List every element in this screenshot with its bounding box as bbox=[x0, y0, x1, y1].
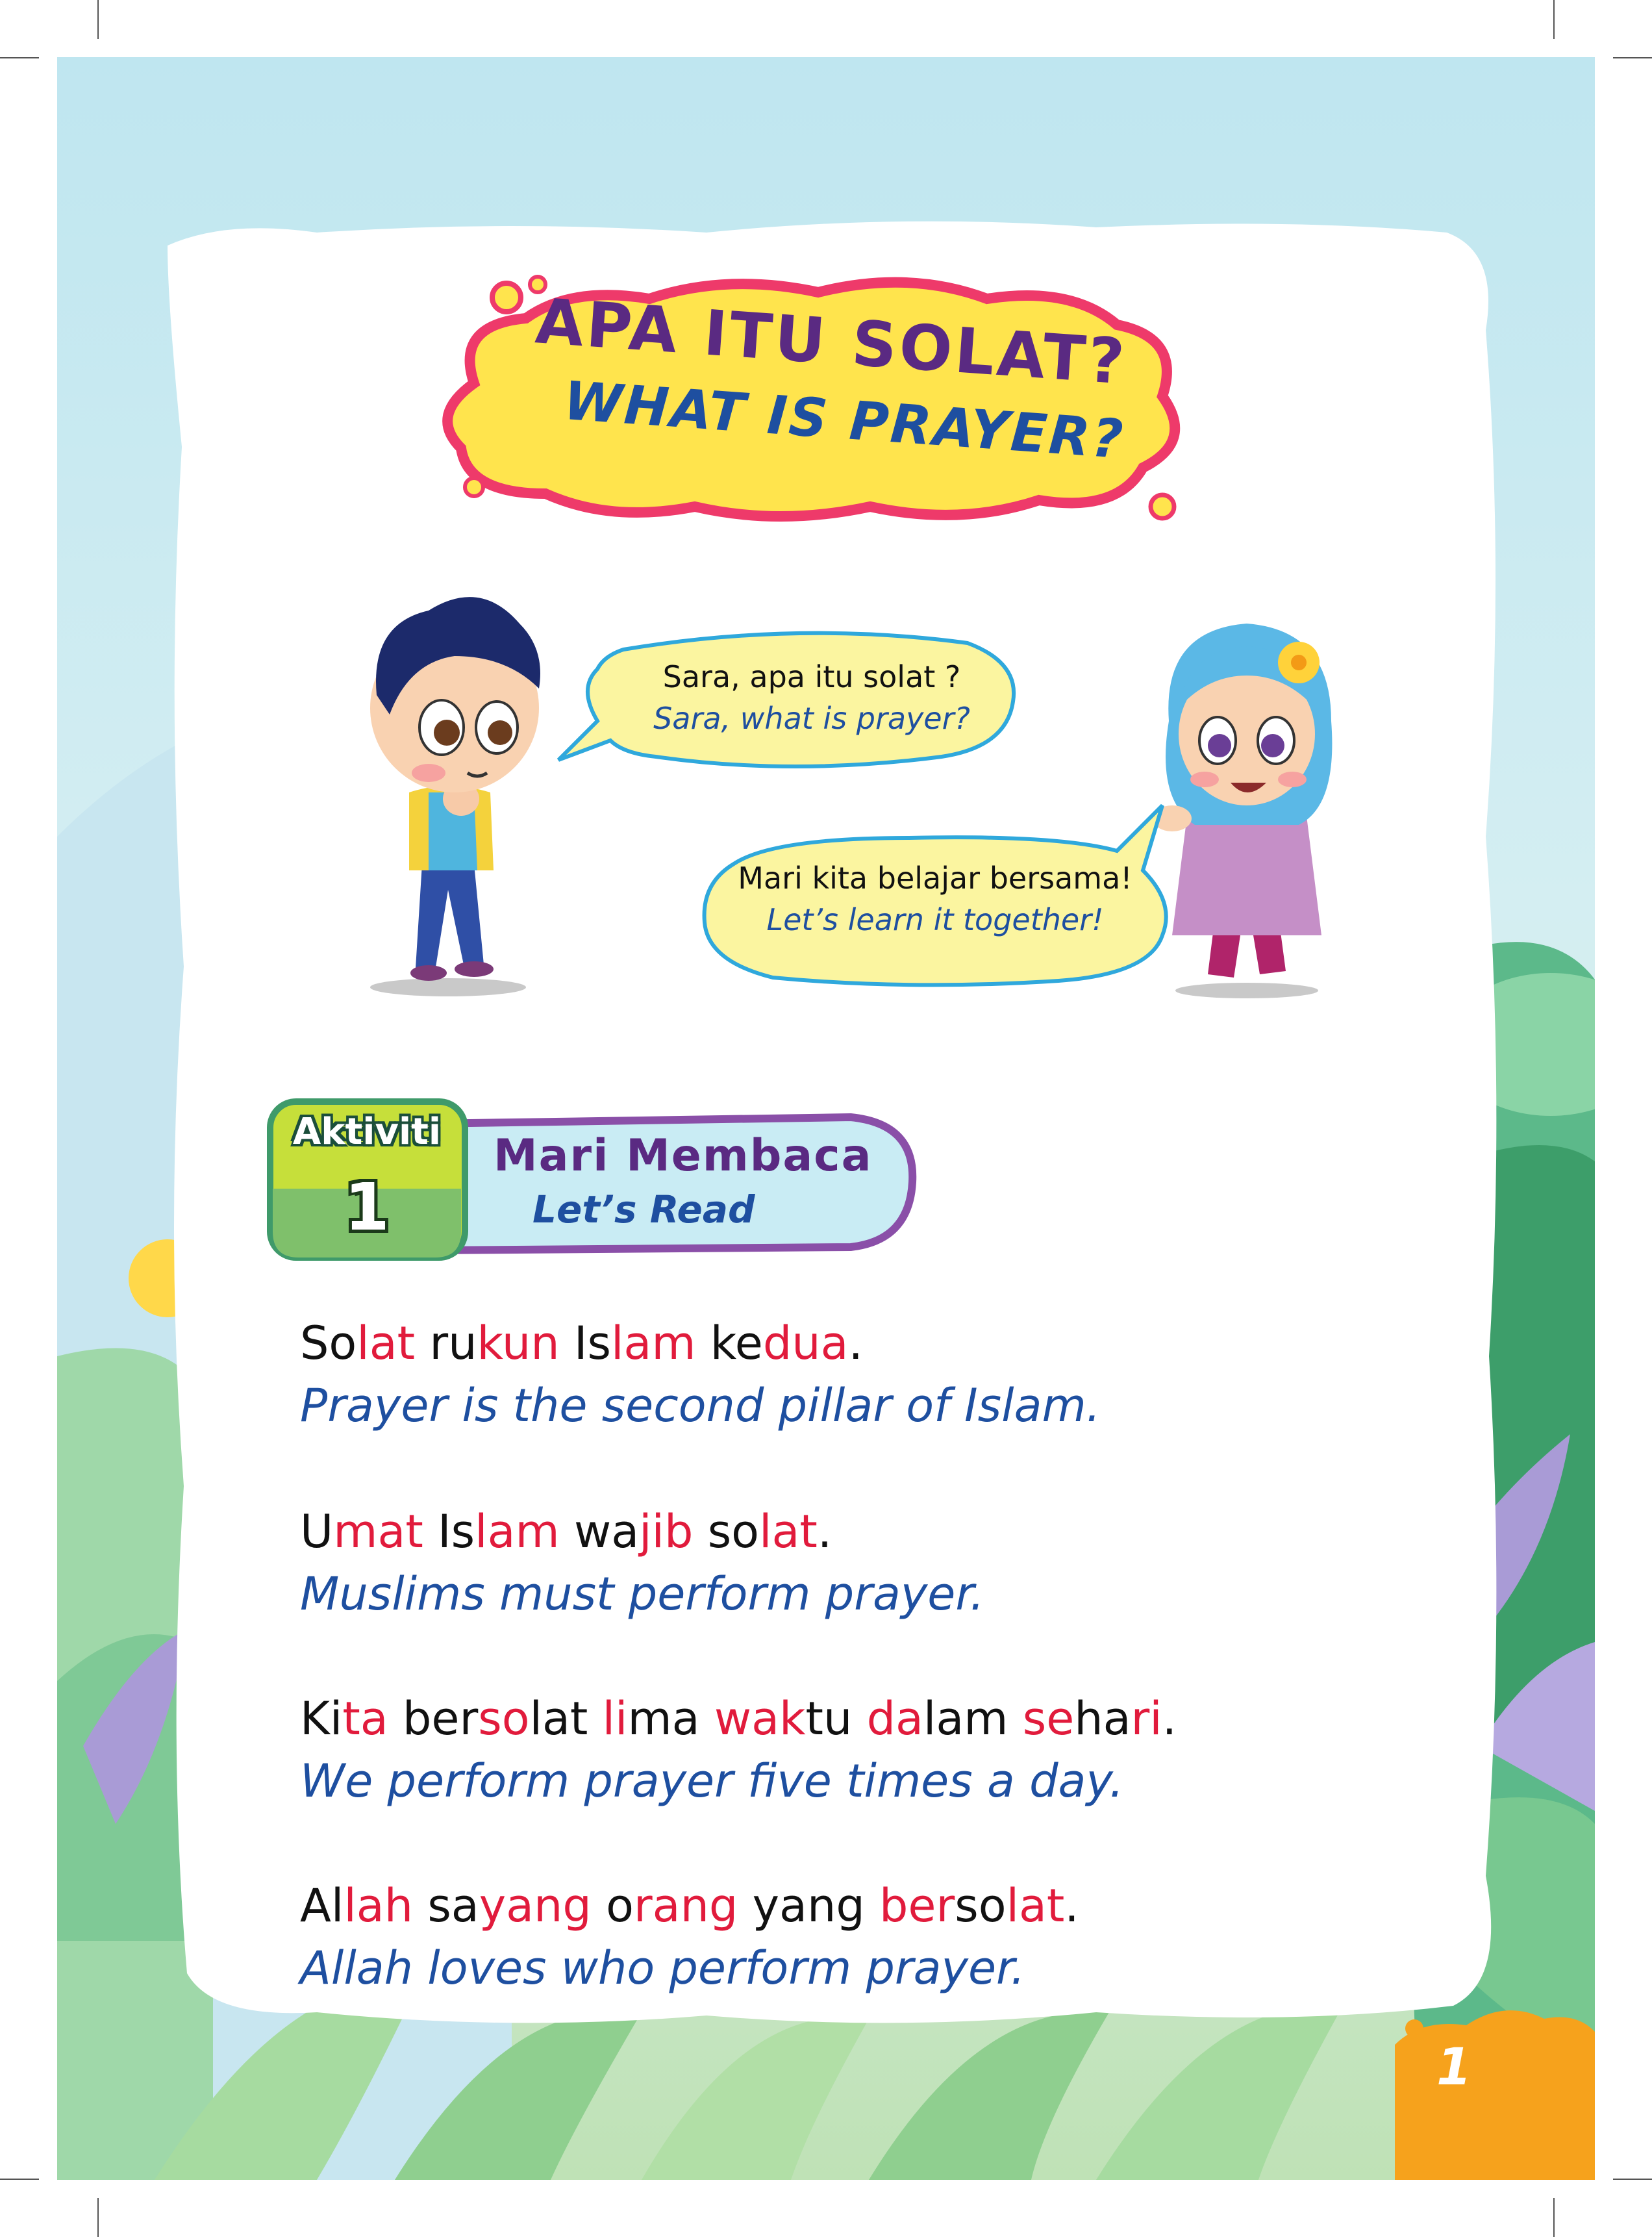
boy-line-malay: Sara, apa itu solat ? bbox=[662, 659, 961, 694]
girl-speech-text bbox=[714, 857, 1156, 941]
syllable: Al bbox=[300, 1879, 344, 1932]
highlighted-syllable: so bbox=[478, 1692, 530, 1745]
sentence-english: Muslims must perform prayer. bbox=[300, 1567, 984, 1621]
syllable: U bbox=[300, 1505, 334, 1558]
syllable: tu bbox=[805, 1692, 867, 1745]
highlighted-syllable: se bbox=[1022, 1692, 1075, 1745]
reading-item-2 bbox=[300, 1500, 984, 1625]
syllable: . bbox=[817, 1505, 832, 1558]
boy-line-english-visible: Sara, what is prayer? bbox=[653, 701, 970, 736]
highlighted-syllable: dua bbox=[762, 1317, 849, 1370]
syllable: sa bbox=[413, 1879, 479, 1932]
syllable: so bbox=[693, 1505, 760, 1558]
syllable: ha bbox=[1074, 1692, 1131, 1745]
page-title-malay: APA ITU SOLAT? bbox=[533, 284, 1129, 399]
sentence-malay bbox=[300, 1500, 984, 1563]
syllable: so bbox=[955, 1879, 1007, 1932]
syllable: . bbox=[848, 1317, 863, 1370]
page-number: 1 bbox=[1436, 2038, 1472, 2097]
highlighted-syllable: lat bbox=[357, 1317, 416, 1370]
highlighted-syllable: ta bbox=[342, 1692, 388, 1745]
page-title-english: WHAT IS PRAYER? bbox=[561, 370, 1127, 472]
syllable: ber bbox=[388, 1692, 479, 1745]
boy-character bbox=[351, 585, 565, 1000]
highlighted-syllable: lam bbox=[475, 1505, 560, 1558]
highlighted-syllable: lat bbox=[1006, 1879, 1065, 1932]
highlighted-syllable: mat bbox=[333, 1505, 423, 1558]
syllable: o bbox=[591, 1879, 634, 1932]
syllable: lat bbox=[529, 1692, 603, 1745]
highlighted-syllable: lah bbox=[344, 1879, 414, 1932]
highlighted-syllable: ber bbox=[879, 1879, 955, 1932]
highlighted-syllable: kun bbox=[477, 1317, 560, 1370]
reading-item-4 bbox=[300, 1875, 1079, 1999]
highlighted-syllable: ri bbox=[1131, 1692, 1162, 1745]
girl-line-english: Let’s learn it together! bbox=[766, 902, 1104, 937]
syllable: Is bbox=[559, 1317, 611, 1370]
activity-badge-number: 1 bbox=[344, 1169, 390, 1245]
activity-badge-label: Aktiviti bbox=[292, 1111, 442, 1153]
sentence-malay bbox=[300, 1312, 1101, 1374]
syllable: ma bbox=[627, 1692, 714, 1745]
syllable: yang bbox=[738, 1879, 879, 1932]
highlighted-syllable: jib bbox=[639, 1505, 694, 1558]
sentence-malay bbox=[300, 1687, 1177, 1750]
highlighted-syllable: yang bbox=[479, 1879, 592, 1932]
syllable: Ki bbox=[300, 1692, 343, 1745]
syllable: ke bbox=[695, 1317, 763, 1370]
boy-speech-text bbox=[604, 656, 1020, 739]
girl-line-malay: Mari kita belajar bersama! bbox=[738, 861, 1133, 896]
highlighted-syllable: rang bbox=[633, 1879, 738, 1932]
sentence-english: Allah loves who perform prayer. bbox=[300, 1941, 1025, 1995]
highlighted-syllable: li bbox=[602, 1692, 628, 1745]
activity-title-english: Let’s Read bbox=[532, 1187, 755, 1232]
highlighted-syllable: lat bbox=[759, 1505, 818, 1558]
syllable: lam bbox=[923, 1692, 1023, 1745]
syllable: So bbox=[300, 1317, 357, 1370]
sentence-english: Prayer is the second pillar of Islam. bbox=[300, 1379, 1101, 1432]
highlighted-syllable: da bbox=[866, 1692, 923, 1745]
syllable: ru bbox=[415, 1317, 477, 1370]
activity-title-malay: Mari Membaca bbox=[494, 1130, 873, 1182]
syllable: wa bbox=[559, 1505, 640, 1558]
reading-item-1 bbox=[300, 1312, 1101, 1437]
highlighted-syllable: lam bbox=[610, 1317, 696, 1370]
sentence-english: We perform prayer five times a day. bbox=[300, 1754, 1124, 1808]
syllable: . bbox=[1162, 1692, 1177, 1745]
sentence-malay bbox=[300, 1875, 1079, 1937]
syllable: Is bbox=[423, 1505, 475, 1558]
highlighted-syllable: wak bbox=[714, 1692, 806, 1745]
syllable: . bbox=[1064, 1879, 1079, 1932]
reading-item-3 bbox=[300, 1687, 1177, 1812]
